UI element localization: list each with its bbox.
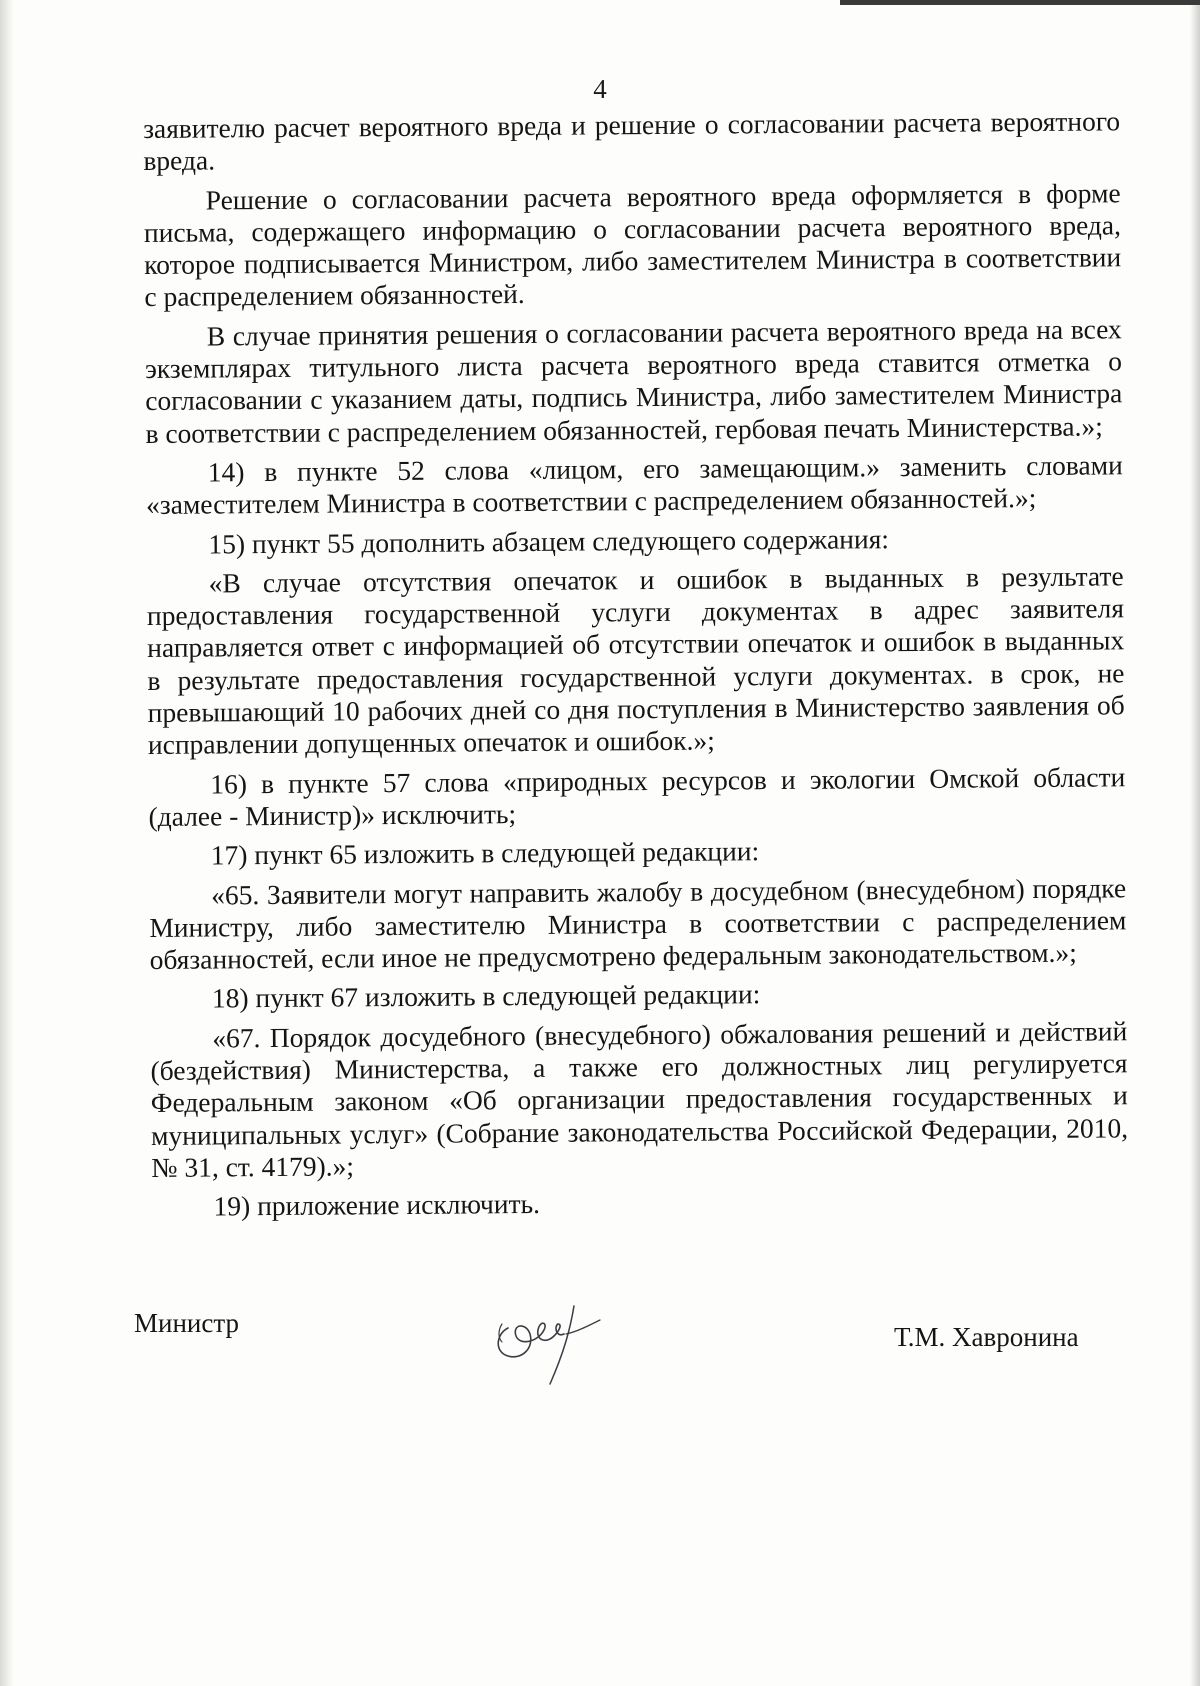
paragraph: заявителю расчет вероятного вреда и решение о согласовании расчета вероятного вреда.: [143, 105, 1121, 177]
handwritten-signature: [478, 1290, 628, 1390]
paragraph: В случае принятия решения о согласовании расчета вероятного вреда на всех экземплярах титульного листа расчета вероятного вреда ставится отметка о согласовании с указанием даты, подпись Министра, либо заместителем Министра в соответствии с распределением обязанностей, гербовая печать Министерства.»;: [144, 313, 1123, 449]
page-number: 4: [593, 74, 607, 104]
paragraph: 14) в пункте 52 слова «лицом, его замещающим.» заменить словами «заместителем Министра в соответствии с распределением обязанностей.»;: [145, 449, 1123, 521]
paragraph: 16) в пункте 57 слова «природных ресурсов и экологии Омской области (далее - Министр)» исключить;: [148, 760, 1126, 832]
document-body: [143, 105, 1129, 1230]
scan-shadow-left: [0, 0, 14, 1686]
scan-edge-top: [840, 0, 1200, 5]
scan-shadow-right: [1190, 0, 1200, 1686]
paragraph: «65. Заявители могут направить жалобу в досудебном (внесудебном) порядке Министру, либо заместителю Министра в соответствии с распределением обязанностей, если иное не предусмотрено федеральным законодательством.»;: [149, 871, 1127, 976]
paragraph: 18) пункт 67 изложить в следующей редакции:: [211, 978, 761, 1014]
signature-block: [0, 1290, 1200, 1400]
paragraph: Решение о согласовании расчета вероятного вреда оформляется в форме письма, содержащего информацию о согласовании расчета вероятного вреда, которое подписывается Министром, либо заместителем Министра в соответствии с распределением обязанностей.: [143, 176, 1122, 313]
paragraph: «В случае отсутствия опечаток и ошибок в выданных в результате предоставления государственной услуги документах в адрес заявителя направляется ответ с информацией об отсутствии опечаток и ошибок в выданных в результате предоставления государственной услуги документах. в срок, не превышающий 10 рабочих дней со дня поступления в Министерство заявления об исправлении допущенных опечаток и ошибок.»;: [146, 560, 1125, 761]
paragraph: 17) пункт 65 изложить в следующей редакции:: [210, 835, 760, 871]
paragraph: «67. Порядок досудебного (внесудебного) обжалования решений и действий (бездействия) Министерства, а также его должностных лиц регулируется Федеральным законом «Об организации предоставления государственных и муниципальных услуг» (Собрание законодательства Российской Федерации, 2010, № 31, ст. 4179).»;: [150, 1015, 1129, 1183]
signatory-title: Министр: [134, 1308, 239, 1338]
paragraph: 15) пункт 55 дополнить абзацем следующего содержания:: [208, 522, 890, 560]
paragraph: 19) приложение исключить.: [213, 1188, 541, 1222]
signatory-name: Т.М. Хавронина: [894, 1322, 1079, 1352]
